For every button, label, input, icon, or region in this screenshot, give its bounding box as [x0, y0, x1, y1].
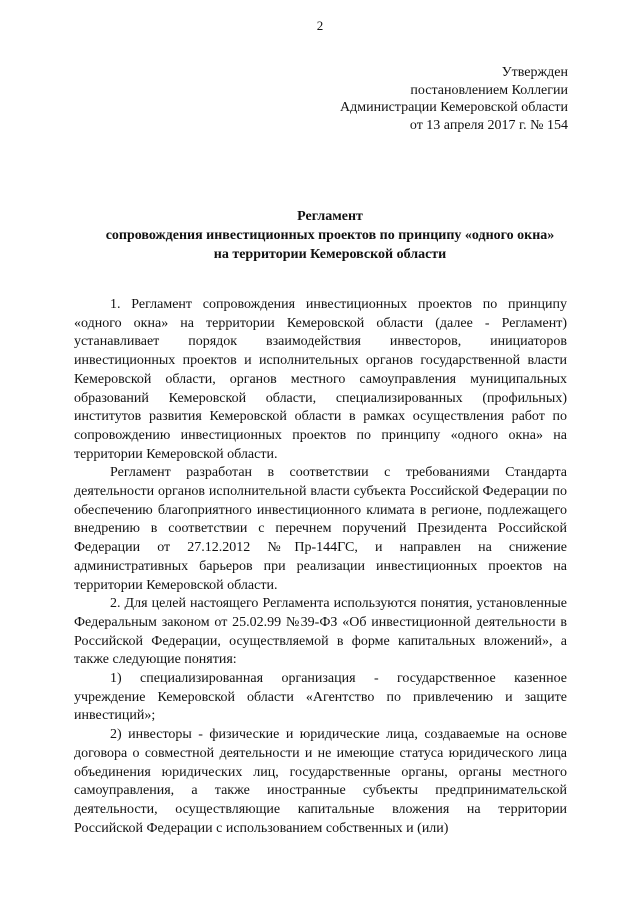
- approval-line: Утвержден: [501, 65, 568, 80]
- title-line: на территории Кемеровской области: [213, 247, 447, 262]
- body-paragraph: Регламент разработан в соответствии с требованиями Стандарта деятельности органов исполнительной власти субъекта Российской Федерации по обеспечению благоприятного инвестиционного климата в регионе, подлежащего внедрению в соответствии с перечнем поручений Президента Российской Федерации от 27.12.2012 №Пр-144ГС, и направлен на снижение административных барьеров при реализации инвестиционных проектов на территории Кемеровской области.: [74, 465, 567, 593]
- title-line: Регламент: [297, 209, 363, 224]
- page-number: 2: [316, 18, 324, 33]
- body-paragraph: 1) специализированная организация - государственное казенное учреждение Кемеровской области «Агентство по привлечению и защите инвестиций»;: [74, 671, 567, 724]
- body-paragraph: 2) инвесторы - физические и юридические лица, создаваемые на основе договора о совместной деятельности и не имеющие статуса юридического лица объединения юридических лиц, государственные органы, органы местного самоуправления, а также иностранные субъекты предпринимательской деятельности, осуществляющие капитальные вложения на территории Российской Федерации с использованием собственных и (или): [74, 727, 567, 836]
- approval-line: от 13 апреля 2017 г. № 154: [409, 117, 568, 133]
- document-body: [74, 296, 567, 838]
- body-paragraph: 2. Для целей настоящего Регламента используются понятия, установленные Федеральным законом от 25.02.99 №39-ФЗ «Об инвестиционной деятельности в Российской Федерации, осуществляемой в форме капитальных вложений», а также следующие понятия:: [74, 596, 567, 668]
- title-line: сопровождения инвестиционных проектов по принципу «одного окна»: [105, 228, 555, 243]
- body-paragraph: 1. Регламент сопровождения инвестиционных проектов по принципу «одного окна» на территории Кемеровской области (далее - Регламент) устанавливает порядок взаимодействия инвесторов, инициаторов инвестиционных проектов и исполнительных органов государственной власти Кемеровской области, органов местного самоуправления муниципальных образований Кемеровской области, специализированных (профильных) институтов развития Кемеровской области в рамках осуществления работ по сопровождению инвестиционных проектов по принципу «одного окна» на территории Кемеровской области.: [74, 297, 567, 462]
- approval-block: [340, 64, 568, 134]
- approval-line: Администрации Кемеровской области: [340, 100, 568, 115]
- document-title: [60, 207, 600, 264]
- approval-line: постановлением Коллегии: [410, 82, 568, 98]
